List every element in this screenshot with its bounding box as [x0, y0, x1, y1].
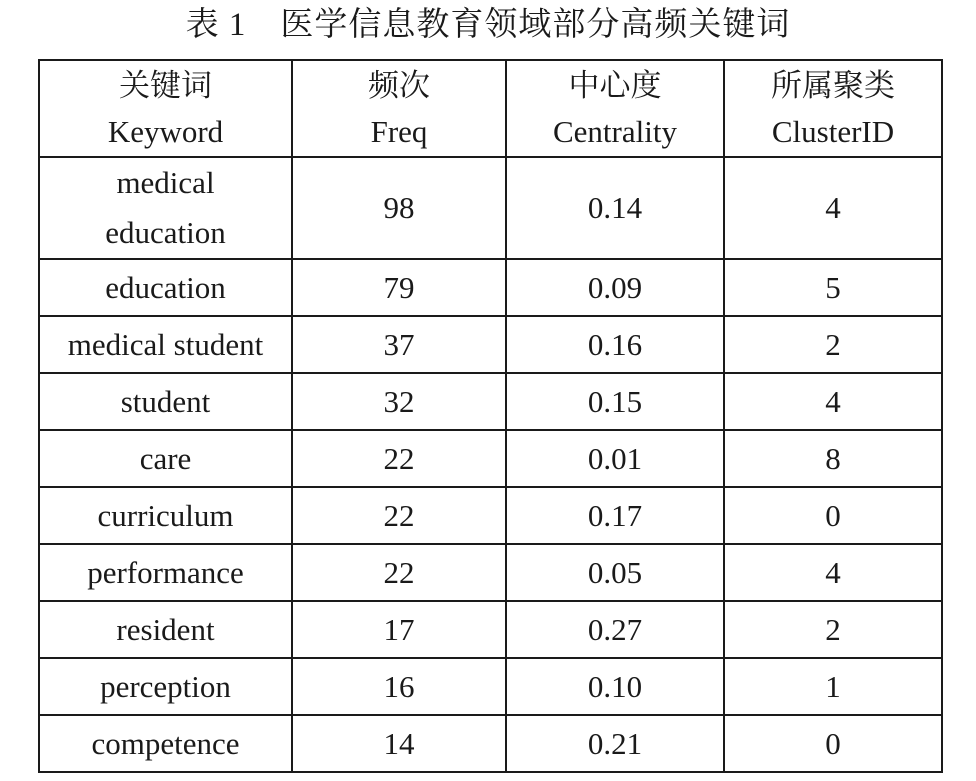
freq-cell: 22: [292, 430, 506, 487]
table-row: [39, 658, 942, 715]
centrality-cell: 0.15: [506, 373, 724, 430]
centrality-cell: 0.01: [506, 430, 724, 487]
header-centrality-en: Centrality: [553, 113, 677, 149]
table-row: [39, 487, 942, 544]
header-cluster-en: ClusterID: [771, 113, 895, 149]
header-cluster: [724, 60, 942, 157]
cluster-cell: 8: [724, 430, 942, 487]
centrality-cell: 0.27: [506, 601, 724, 658]
header-centrality: [506, 60, 724, 157]
keyword-cell: competence: [39, 715, 292, 772]
keyword-cell: education: [39, 259, 292, 316]
header-keyword-en: Keyword: [107, 113, 224, 149]
table-row: [39, 157, 942, 259]
table-row: [39, 316, 942, 373]
cluster-cell: 4: [724, 157, 942, 259]
header-keyword: [39, 60, 292, 157]
centrality-cell: 0.16: [506, 316, 724, 373]
cluster-cell: 2: [724, 316, 942, 373]
table-title: 医学信息教育领域部分高频关键词: [280, 7, 791, 43]
centrality-cell: 0.09: [506, 259, 724, 316]
table-header-row: [39, 60, 942, 157]
table-caption: [0, 2, 976, 48]
table-row: [39, 544, 942, 601]
header-cluster-zh: 所属聚类: [771, 67, 895, 103]
header-centrality-zh: 中心度: [568, 67, 662, 103]
centrality-cell: 0.17: [506, 487, 724, 544]
keyword-cell: medical student: [39, 316, 292, 373]
freq-cell: 98: [292, 157, 506, 259]
cluster-cell: 4: [724, 544, 942, 601]
cluster-cell: 5: [724, 259, 942, 316]
keyword-cell: performance: [39, 544, 292, 601]
centrality-cell: 0.21: [506, 715, 724, 772]
freq-cell: 22: [292, 487, 506, 544]
centrality-cell: 0.14: [506, 157, 724, 259]
freq-cell: 22: [292, 544, 506, 601]
table-row: [39, 715, 942, 772]
keyword-cell: care: [39, 430, 292, 487]
table-row: [39, 430, 942, 487]
freq-cell: 17: [292, 601, 506, 658]
header-freq-en: Freq: [370, 113, 428, 149]
cluster-cell: 1: [724, 658, 942, 715]
header-freq-zh: 频次: [368, 67, 430, 103]
keyword-cell: resident: [39, 601, 292, 658]
keyword-table: [38, 59, 943, 773]
header-freq: [292, 60, 506, 157]
freq-cell: 16: [292, 658, 506, 715]
freq-cell: 14: [292, 715, 506, 772]
freq-cell: 32: [292, 373, 506, 430]
header-keyword-zh: 关键词: [119, 67, 212, 103]
keyword-cell: student: [39, 373, 292, 430]
centrality-cell: 0.10: [506, 658, 724, 715]
centrality-cell: 0.05: [506, 544, 724, 601]
keyword-cell: curriculum: [39, 487, 292, 544]
cluster-cell: 0: [724, 487, 942, 544]
freq-cell: 37: [292, 316, 506, 373]
table-row: [39, 259, 942, 316]
cluster-cell: 4: [724, 373, 942, 430]
table-row: [39, 373, 942, 430]
table-row: [39, 601, 942, 658]
cluster-cell: 0: [724, 715, 942, 772]
freq-cell: 79: [292, 259, 506, 316]
cluster-cell: 2: [724, 601, 942, 658]
table-number: 表 1: [185, 7, 247, 43]
keyword-cell: medical education: [39, 157, 292, 259]
keyword-cell: perception: [39, 658, 292, 715]
